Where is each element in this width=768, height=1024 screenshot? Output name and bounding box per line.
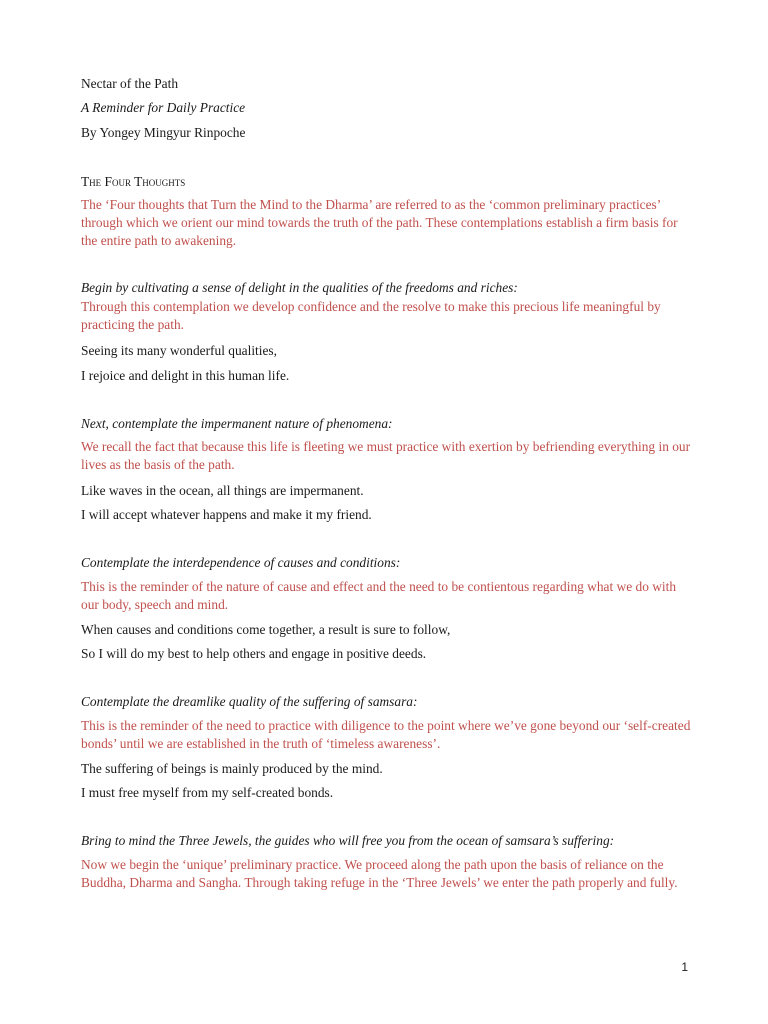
section-2-prompt: Next, contemplate the impermanent nature of phenomena: [81,416,393,431]
section-1-prompt: Begin by cultivating a sense of delight in the qualities of the freedoms and riches: [81,280,518,295]
section-4-verse-line-2: I must free myself from my self-created bonds. [81,785,334,800]
section-1-commentary: Through this contemplation we develop confidence and the resolve to make this precious life meaningful by practicing the path. [81,299,661,332]
document-subtitle: A Reminder for Daily Practice [81,100,246,115]
section-4-prompt: Contemplate the dreamlike quality of the suffering of samsara: [81,694,418,709]
section-1-verse-line-1: Seeing its many wonderful qualities, [81,343,277,358]
document-title: Nectar of the Path [81,76,179,91]
section-3-verse-line-2: So I will do my best to help others and engage in positive deeds. [81,646,427,661]
section-2-verse-line-1: Like waves in the ocean, all things are impermanent. [81,483,364,498]
section-3-commentary: This is the reminder of the nature of cause and effect and the need to be contientous regarding what we do with our body, speech and mind. [81,579,677,612]
section-1-verse-line-2: I rejoice and delight in this human life. [81,368,290,383]
section-heading: The Four Thoughts [81,174,186,189]
document-author: By Yongey Mingyur Rinpoche [81,125,246,140]
section-2-commentary: We recall the fact that because this life is fleeting we must practice with exertion by befriending everything in our lives as the basis of the path. [81,439,691,472]
section-3-prompt: Contemplate the interdependence of causes and conditions: [81,555,401,570]
section-2-verse-line-2: I will accept whatever happens and make it my friend. [81,507,372,522]
section-3-verse-line-1: When causes and conditions come together, a result is sure to follow, [81,622,451,637]
section-5-commentary: Now we begin the ‘unique’ preliminary practice. We proceed along the path upon the basis of reliance on the Buddha, Dharma and Sangha. Through taking refuge in the ‘Three Jewels’ we enter the path properly and fully. [81,857,678,890]
section-4-commentary: This is the reminder of the need to practice with diligence to the point where we’ve gone beyond our ‘self-created bonds’ until we are established in the truth of ‘timeless awareness’. [81,718,691,751]
intro-commentary: The ‘Four thoughts that Turn the Mind to the Dharma’ are referred to as the ‘common preliminary practices’ through which we orient our mind towards the truth of the path. These contemplations establish a firm basis for the entire path to awakening. [81,197,678,248]
section-4-verse-line-1: The suffering of beings is mainly produced by the mind. [81,761,383,776]
section-5-prompt: Bring to mind the Three Jewels, the guides who will free you from the ocean of samsara’s suffering: [81,833,615,848]
page-number: 1 [681,960,688,974]
